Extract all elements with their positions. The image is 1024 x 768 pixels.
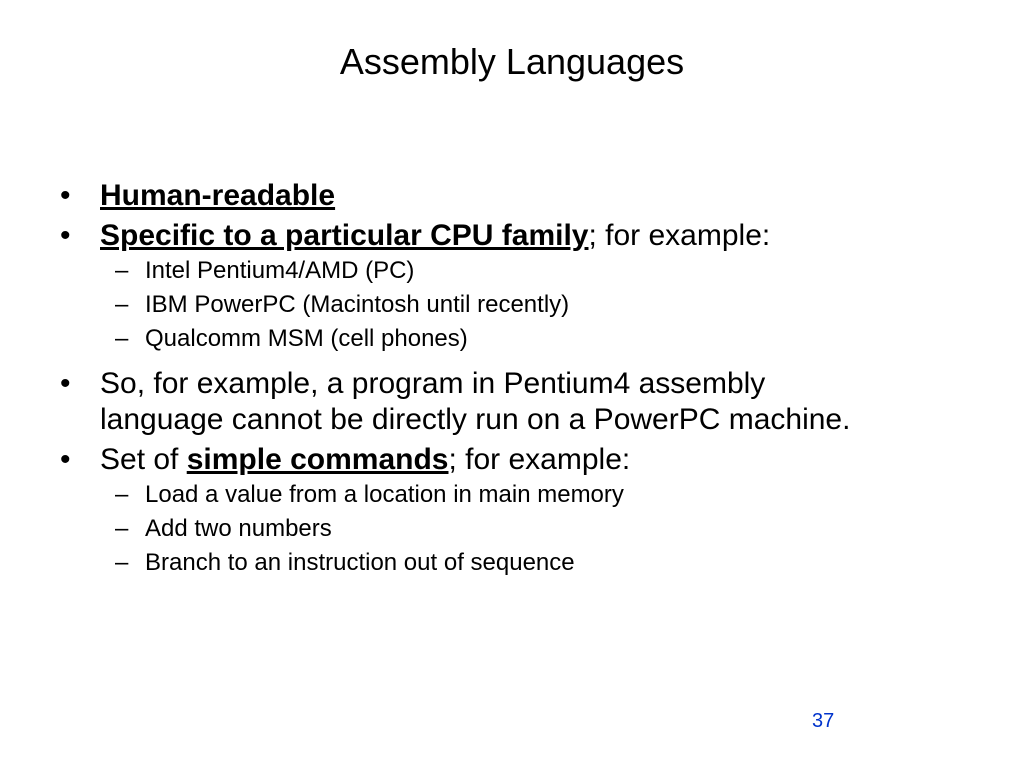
bullet-icon: • — [60, 367, 71, 400]
sub-bullet-text: Intel Pentium4/AMD (PC) — [145, 257, 415, 284]
bullet-cpu-family — [60, 218, 980, 254]
sub-bullet-cpu-example — [60, 322, 980, 356]
sub-bullet-command-example — [60, 478, 980, 512]
dash-icon: – — [115, 515, 129, 542]
dash-icon: – — [115, 549, 129, 576]
sub-bullet-text: IBM PowerPC (Macintosh until recently) — [145, 291, 570, 318]
bullet-rest-text: ; for example: — [588, 219, 771, 252]
bullet-simple-commands — [60, 442, 980, 478]
bullet-rest-text: ; for example: — [448, 443, 631, 476]
slide-body — [60, 178, 980, 580]
sub-bullet-text: Load a value from a location in main memory — [145, 481, 624, 508]
page-number: 37 — [812, 710, 835, 732]
sub-bullet-cpu-example — [60, 254, 980, 288]
bullet-line-1: So, for example, a program in Pentium4 assembly — [100, 367, 766, 400]
bullet-icon: • — [60, 443, 71, 476]
sub-bullet-command-example — [60, 512, 980, 546]
bullet-icon: • — [60, 179, 71, 212]
sub-bullet-text: Branch to an instruction out of sequence — [145, 549, 575, 576]
bullet-bold-text: simple commands — [186, 443, 449, 476]
bullet-bold-text: Human-readable — [100, 179, 336, 212]
bullet-line-2: language cannot be directly run on a PowerPC machine. — [100, 403, 851, 436]
bullet-portability — [60, 366, 980, 438]
sub-bullet-cpu-example — [60, 288, 980, 322]
bullet-human-readable — [60, 178, 980, 214]
bullet-pre-text: Set of — [100, 443, 187, 476]
dash-icon: – — [115, 257, 129, 284]
bullet-icon: • — [60, 219, 71, 252]
sub-bullet-command-example — [60, 546, 980, 580]
slide-title: Assembly Languages — [339, 41, 685, 82]
dash-icon: – — [115, 291, 129, 318]
dash-icon: – — [115, 481, 129, 508]
sub-bullet-text: Add two numbers — [145, 515, 332, 542]
sub-bullet-text: Qualcomm MSM (cell phones) — [145, 325, 468, 352]
dash-icon: – — [115, 325, 129, 352]
bullet-bold-text: Specific to a particular CPU family — [100, 219, 589, 252]
